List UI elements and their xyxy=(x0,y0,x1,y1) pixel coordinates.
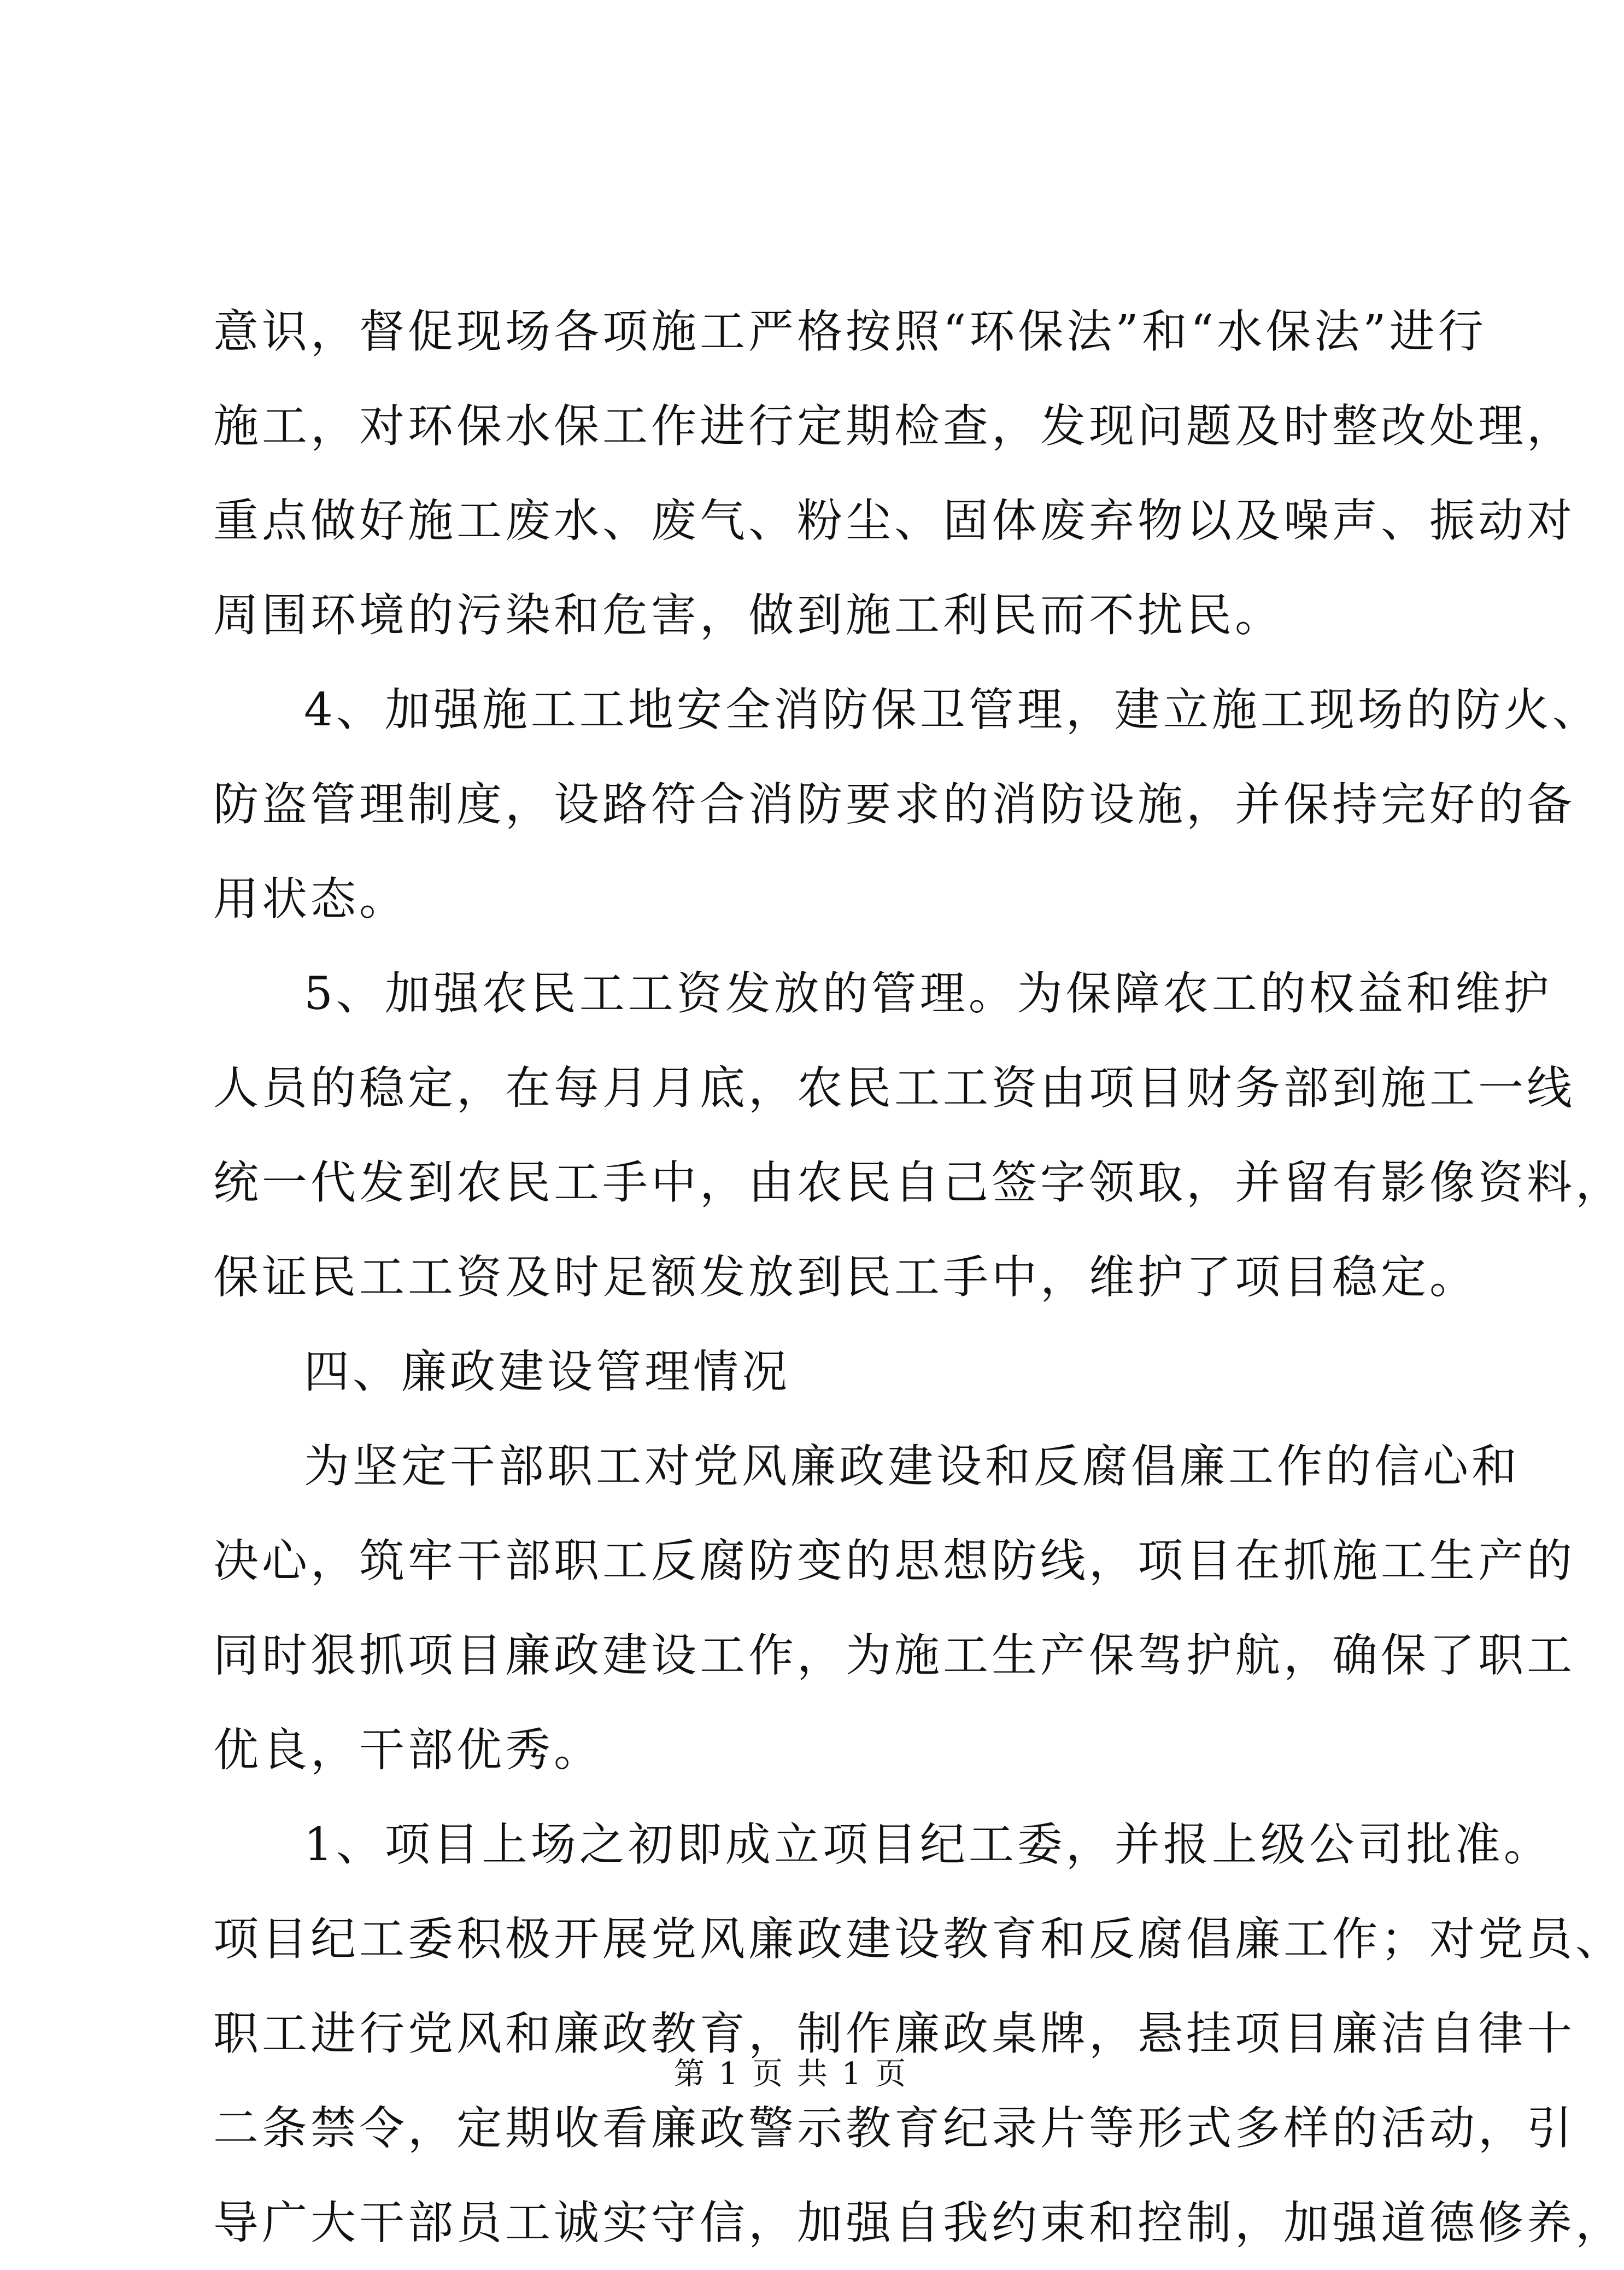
text-line: 同时狠抓项目廉政建设工作，为施工生产保驾护航，确保了职工 xyxy=(213,1629,1575,1682)
text-line: 统一代发到农民工手中，由农民自己签字领取，并留有影像资料， xyxy=(213,1156,1624,1209)
document-body xyxy=(213,284,1624,2270)
section-heading: 四、廉政建设管理情况 xyxy=(304,1345,790,1398)
text-line: 施工，对环保水保工作进行定期检查，发现问题及时整改处理， xyxy=(213,400,1575,453)
text-line: 保证民工工资及时足额发放到民工手中，维护了项目稳定。 xyxy=(213,1251,1478,1304)
text-line: 职工进行党风和廉政教育，制作廉政桌牌，悬挂项目廉洁自律十 xyxy=(213,2007,1575,2060)
text-line: 重点做好施工废水、废气、粉尘、固体废弃物以及噪声、振动对 xyxy=(213,494,1575,547)
paragraph-start-line: 5、加强农民工工资发放的管理。为保障农工的权益和维护 xyxy=(304,967,1552,1020)
text-line: 决心，筑牢干部职工反腐防变的思想防线，项目在抓施工生产的 xyxy=(213,1534,1575,1587)
text-line: 意识，督促现场各项施工严格按照“环保法”和“水保法”进行 xyxy=(213,305,1487,358)
text-line: 导广大干部员工诚实守信，加强自我约束和控制，加强道德修养， xyxy=(213,2196,1624,2249)
paragraph-start-line: 4、加强施工工地安全消防保卫管理，建立施工现场的防火、 xyxy=(304,683,1601,736)
text-line: 优良，干部优秀。 xyxy=(213,1723,602,1776)
page-number-footer: 第 1 页 共 1 页 xyxy=(673,2056,908,2092)
paragraph-start-line: 为坚定干部职工对党风廉政建设和反腐倡廉工作的信心和 xyxy=(304,1440,1520,1493)
text-line: 二条禁令，定期收看廉政警示教育纪录片等形式多样的活动，引 xyxy=(213,2102,1575,2155)
text-line: 用状态。 xyxy=(213,872,408,925)
text-line: 防盗管理制度，设路符合消防要求的消防设施，并保持完好的备 xyxy=(213,778,1575,831)
text-line: 人员的稳定，在每月月底，农民工工资由项目财务部到施工一线 xyxy=(213,1061,1575,1115)
text-line: 项目纪工委积极开展党风廉政建设教育和反腐倡廉工作；对党员、 xyxy=(213,1913,1624,1966)
text-line: 周围环境的污染和危害，做到施工利民而不扰民。 xyxy=(213,589,1283,642)
paragraph-start-line: 1、项目上场之初即成立项目纪工委，并报上级公司批准。 xyxy=(304,1818,1552,1871)
